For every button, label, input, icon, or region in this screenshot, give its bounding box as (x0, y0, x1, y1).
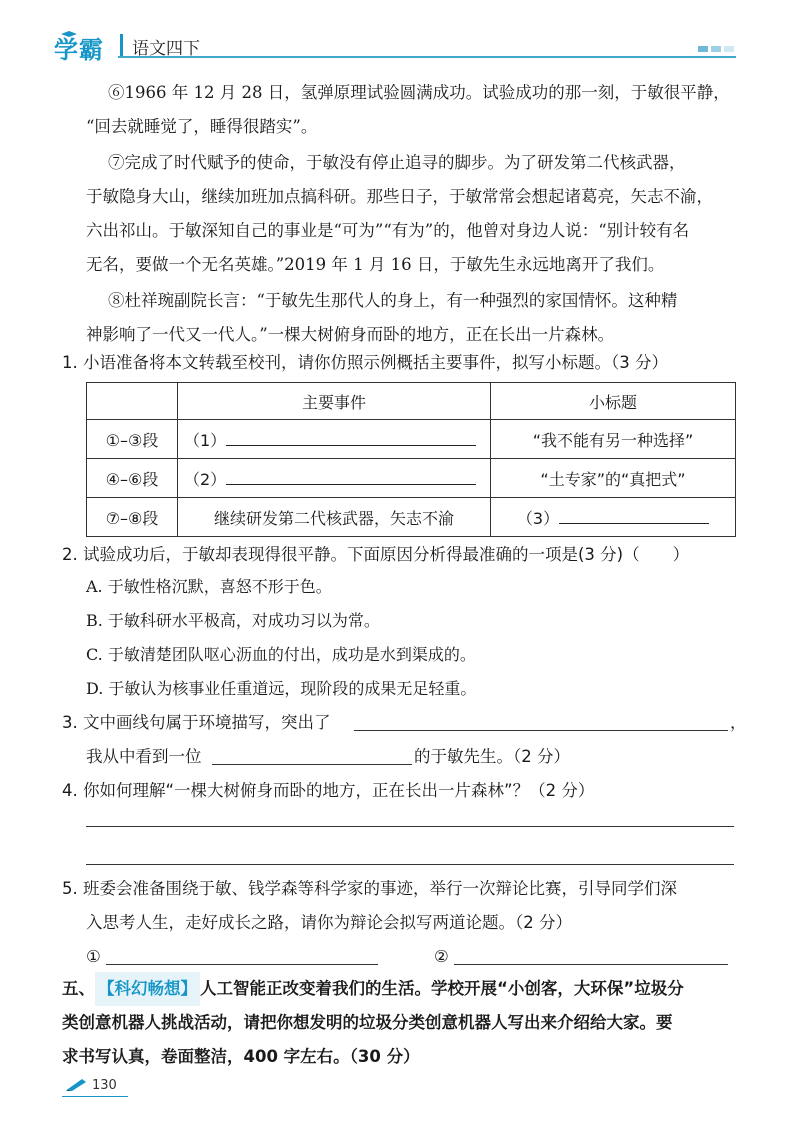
passage-line: 于敏隐身大山，继续加班加点搞科研。那些日子，于敏常常会想起诸葛亮，矢志不渝， (86, 187, 713, 206)
footer-rule (62, 1096, 128, 1097)
question-5: 5. 班委会准备围绕于敏、钱学森等科学家的事迹，举行一次辩论比赛，引导同学们深 (62, 879, 677, 898)
option-a[interactable]: A. 于敏性格沉默，喜怒不形于色。 (86, 577, 332, 596)
question-4: 4. 你如何理解“一棵大树俯身而卧的地方，正在长出一片森林”？（2 分） (62, 781, 595, 800)
question-1: 1. 小语准备将本文转载至校刊，请你仿照示例概括主要事件，拟写小标题。（3 分） (62, 353, 668, 372)
segment-cell: ④–⑥段 (87, 459, 178, 498)
section-number: 五、 (62, 979, 95, 998)
option-b[interactable]: B. 于敏科研水平极高，对成功习以为常。 (86, 611, 380, 630)
answer-cell-3[interactable] (491, 498, 736, 537)
answer-line[interactable] (86, 864, 734, 865)
subject-label: 语文四下 (132, 39, 200, 59)
answer-blank[interactable] (226, 466, 476, 485)
answer-blank[interactable] (226, 427, 476, 446)
table-row (87, 498, 736, 537)
page-number: 130 (92, 1078, 117, 1093)
option-c[interactable]: C. 于敏清楚团队呕心沥血的付出，成功是水到渠成的。 (86, 645, 476, 664)
table-row (87, 420, 736, 459)
event-cell: 继续研发第二代核武器，矢志不渝 (178, 498, 491, 537)
title-cell: “土专家”的“真把式” (491, 459, 736, 498)
segment-cell: ①–③段 (87, 420, 178, 459)
topic-line-2[interactable] (454, 964, 728, 965)
passage-line: ⑥1966 年 12 月 28 日，氢弹原理试验圆满成功。试验成功的那一刻，于敏很平静， (108, 83, 730, 102)
answer-line[interactable] (212, 764, 412, 765)
passage-line: 无名，要做一个无名英雄。”2019 年 1 月 16 日，于敏先生永远地离开了我们。 (86, 255, 665, 274)
question-3-text: 3. 文中画线句属于环境描写，突出了 (62, 713, 331, 732)
question-3 (62, 706, 331, 740)
table-row (87, 459, 736, 498)
segment-cell: ⑦–⑧段 (87, 498, 178, 537)
passage-line: “回去就睡觉了，睡得很踏实”。 (86, 117, 318, 136)
question-3-line2-start: 我从中看到一位 (86, 747, 202, 766)
brand-logo: 学霸 (54, 36, 104, 64)
answer-line[interactable] (86, 826, 734, 827)
pencil-icon (66, 1076, 88, 1095)
header-decoration (698, 46, 734, 52)
section-5-line2: 类创意机器人挑战活动，请把你想发明的垃圾分类创意机器人写出来介绍给大家。要 (62, 1013, 673, 1032)
blank-label: （1） (184, 431, 227, 450)
blank-label: （3） (516, 509, 560, 528)
topic-marker-1: ① (86, 947, 101, 966)
brand-divider (120, 34, 123, 56)
answer-blank[interactable] (559, 505, 709, 524)
section-text: 人工智能正改变着我们的生活。学校开展“小创客，大环保”垃圾分 (200, 979, 684, 998)
answer-cell-2[interactable] (178, 459, 491, 498)
section-tag: 【科幻畅想】 (95, 972, 200, 1006)
answer-line[interactable] (354, 730, 728, 731)
answer-cell-1[interactable] (178, 420, 491, 459)
table-header-event: 主要事件 (178, 383, 491, 420)
topic-marker-2: ② (434, 947, 449, 966)
events-table (86, 382, 736, 537)
passage-line: 六出祁山。于敏深知自己的事业是“可为”“有为”的，他曾对身边人说：“别计较有名 (86, 221, 690, 240)
section-5-line3: 求书写认真，卷面整洁，400 字左右。（30 分） (62, 1047, 420, 1066)
table-header-title: 小标题 (491, 383, 736, 420)
blank-label: （2） (184, 470, 227, 489)
option-d[interactable]: D. 于敏认为核事业任重道远，现阶段的成果无足轻重。 (86, 679, 477, 698)
comma: ， (730, 713, 747, 732)
topic-line-1[interactable] (106, 964, 378, 965)
title-cell: “我不能有另一种选择” (491, 420, 736, 459)
section-5 (62, 972, 684, 1006)
question-5-line2: 入思考人生，走好成长之路，请你为辩论会拟写两道论题。（2 分） (86, 913, 572, 932)
passage-line: ⑦完成了时代赋予的使命，于敏没有停止追寻的脚步。为了研发第二代核武器， (108, 153, 686, 172)
passage-line: ⑧杜祥琬副院长言：“于敏先生那代人的身上，有一种强烈的家国情怀。这种精 (108, 291, 678, 310)
passage-line: 神影响了一代又一代人。”一棵大树俯身而卧的地方，正在长出一片森林。 (86, 325, 615, 344)
question-3-line2-end: 的于敏先生。（2 分） (414, 747, 570, 766)
question-2: 2. 试验成功后，于敏却表现得很平静。下面原因分析得最准确的一项是(3 分)（ ） (62, 545, 690, 564)
header-rule (118, 56, 736, 58)
